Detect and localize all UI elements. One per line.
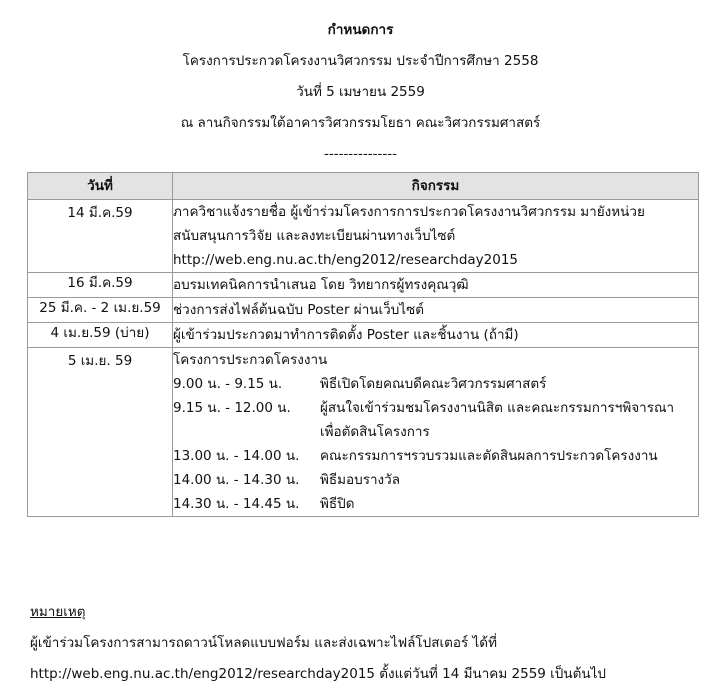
row-date-cell	[28, 298, 173, 323]
header-divider: ---------------	[323, 146, 398, 162]
row-date: 4 เม.ย.59 (บ่าย)	[50, 325, 150, 341]
table-row	[28, 273, 699, 298]
row-date-cell	[28, 348, 173, 517]
column-header-date: วันที่	[28, 173, 173, 200]
table-row	[28, 298, 699, 323]
activity-line: ผู้เข้าร่วมประกวดมาทำการติดตั้ง Poster และชิ้นงาน (ถ้ามี)	[173, 327, 519, 343]
item-description: พิธีปิด	[320, 496, 355, 512]
schedule-item	[173, 492, 698, 516]
schedule-item	[173, 372, 698, 396]
activity-line: ภาควิชาแจ้งรายชื่อ ผู้เข้าร่วมโครงการการประกวดโครงงานวิศวกรรม มายังหน่วย	[173, 204, 645, 220]
event-date: วันที่ 5 เมษายน 2559	[296, 84, 425, 100]
row-date-cell	[28, 323, 173, 348]
row-activity-cell	[173, 348, 699, 517]
row-date-cell	[28, 273, 173, 298]
schedule-item	[173, 444, 698, 468]
document-subtitle: โครงการประกวดโครงงานวิศวกรรม ประจำปีการศึกษา 2558	[182, 53, 539, 69]
row-date-cell	[28, 200, 173, 273]
row-activity-cell	[173, 323, 699, 348]
schedule-table	[27, 172, 699, 517]
row-activity-cell	[173, 200, 699, 273]
activity-line: โครงการประกวดโครงงาน	[173, 352, 328, 368]
table-row	[28, 200, 699, 273]
item-time: 14.30 น. - 14.45 น.	[173, 496, 300, 512]
item-description: คณะกรรมการฯรวบรวมและตัดสินผลการประกวดโครงงาน	[320, 448, 658, 464]
item-description: พิธีมอบรางวัล	[320, 472, 400, 488]
note-section	[30, 597, 710, 690]
item-description-line: ผู้สนใจเข้าร่วมชมโครงงานนิสิต และคณะกรรมการฯพิจารณา	[320, 400, 675, 416]
item-description: พิธีเปิดโดยคณบดีคณะวิศวกรรมศาสตร์	[320, 376, 547, 392]
schedule-item	[173, 396, 698, 444]
item-time: 9.15 น. - 12.00 น.	[173, 400, 291, 416]
column-header-activity: กิจกรรม	[173, 173, 699, 200]
table-row	[28, 348, 699, 517]
table-row	[28, 323, 699, 348]
activity-line: สนับสนุนการวิจัย และลงทะเบียนผ่านทางเว็บไซต์	[173, 228, 456, 244]
schedule-item	[173, 468, 698, 492]
row-activity-cell	[173, 298, 699, 323]
note-title: หมายเหตุ	[30, 604, 86, 620]
activity-line: อบรมเทคนิคการนำเสนอ โดย วิทยากรผู้ทรงคุณวุฒิ	[173, 277, 469, 293]
document-title: กำหนดการ	[327, 22, 394, 38]
item-description	[320, 396, 698, 444]
row-date: 16 มี.ค.59	[67, 275, 133, 291]
table-header-row	[28, 173, 699, 200]
item-time: 13.00 น. - 14.00 น.	[173, 448, 300, 464]
event-venue: ณ ลานกิจกรรมใต้อาคารวิศวกรรมโยธา คณะวิศวกรรมศาสตร์	[180, 115, 541, 131]
document-header	[0, 18, 721, 173]
item-time: 9.00 น. - 9.15 น.	[173, 376, 283, 392]
activity-line: ช่วงการส่งไฟล์ต้นฉบับ Poster ผ่านเว็บไซต์	[173, 302, 425, 318]
item-description-line: เพื่อตัดสินโครงการ	[320, 424, 430, 440]
row-date: 14 มี.ค.59	[67, 205, 133, 221]
item-time: 14.00 น. - 14.30 น.	[173, 472, 300, 488]
row-date: 5 เม.ย. 59	[67, 353, 133, 369]
row-date: 25 มี.ค. - 2 เม.ย.59	[39, 300, 161, 316]
note-url-line[interactable]: http://web.eng.nu.ac.th/eng2012/researchday2015 ตั้งแต่วันที่ 14 มีนาคม 2559 เป็นต้นไป	[30, 666, 606, 682]
registration-url[interactable]: http://web.eng.nu.ac.th/eng2012/researchday2015	[173, 252, 519, 268]
note-line: ผู้เข้าร่วมโครงการสามารถดาวน์โหลดแบบฟอร์ม และส่งเฉพาะไฟล์โปสเตอร์ ได้ที่	[30, 635, 497, 651]
row-activity-cell	[173, 273, 699, 298]
